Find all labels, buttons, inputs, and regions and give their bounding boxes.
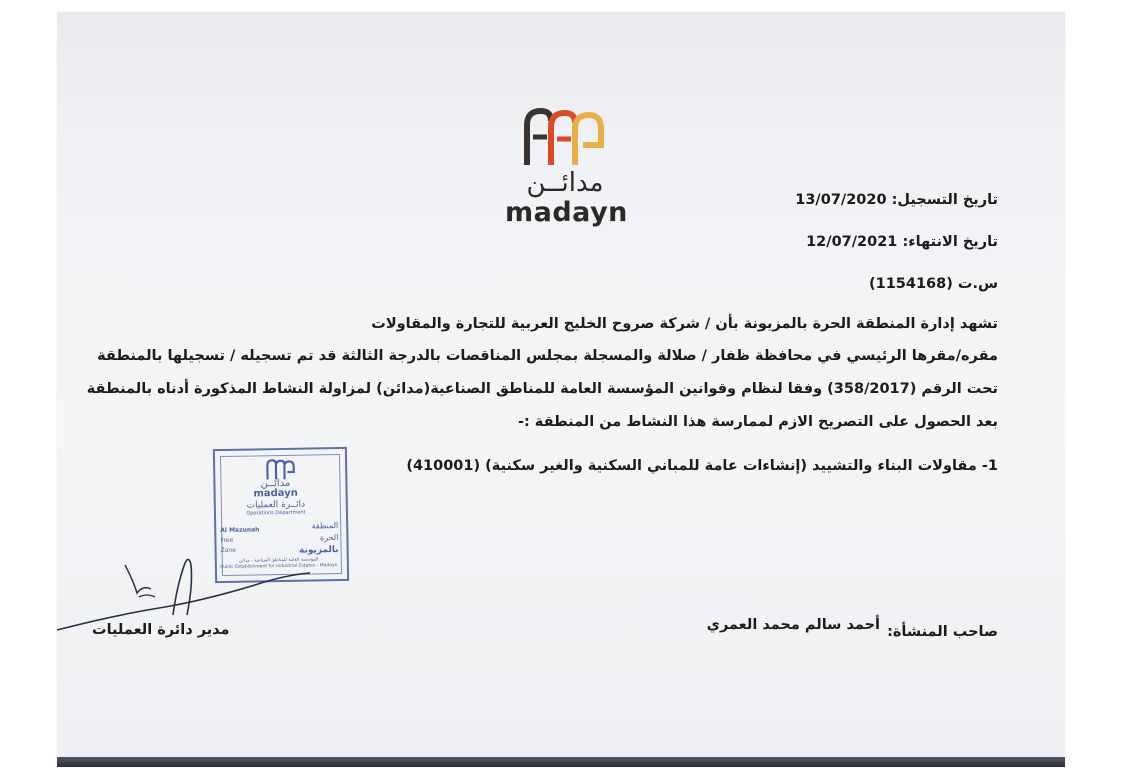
owner-label: صاحب المنشأة: xyxy=(887,624,998,640)
activity-item: 1- مقاولات البناء والتشييد (إنشاءات عامة للمباني السكنية والغير سكنية) (410001) xyxy=(406,458,998,474)
stamp-zone-en-3: Zone xyxy=(220,546,236,555)
stamp-zone-ar-2: الحرة xyxy=(319,533,339,543)
owner-name: أحمد سالم محمد العمري xyxy=(706,617,880,633)
manager-signature xyxy=(55,545,315,645)
stamp-zone-ar-1: المنطقة xyxy=(311,521,339,531)
logo-english-text: madayn xyxy=(505,197,628,228)
stamp-zone-ar-3: بالمزيونة xyxy=(298,545,339,556)
certificate-line-2: مقره/مقرها الرئيسي في محافظة ظفار / صلالة والمسجلة بمجلس المناقصات بالدرجة الثالثة قد تم تسجيله / تسجيلها بالمنطقة xyxy=(97,348,998,364)
certificate-line-4: بعد الحصول على التصريح الازم لممارسة هذا النشاط من المنطقة :- xyxy=(517,414,998,430)
logo-arabic-text: مدائــن xyxy=(526,168,604,198)
stamp-english-name: madayn xyxy=(253,487,298,500)
madayn-logo xyxy=(505,105,628,235)
expiry-date: تاريخ الانتهاء: 12/07/2021 xyxy=(806,234,998,250)
stamp-department-en: Operations Department xyxy=(246,509,306,517)
stamp-department-ar: دائــرة العمليات xyxy=(246,499,306,511)
certificate-line-1: تشهد إدارة المنطقة الحرة بالمزيونة بأن / شركة صروح الخليج العربية للتجارة والمقاولات xyxy=(371,316,998,332)
operations-manager-title: مدير دائرة العمليات xyxy=(92,622,230,638)
certificate-line-3: تحت الرقم (358/2017) وفقا لنظام وقوانين المؤسسة العامة للمناطق الصناعية(مدائن) لمزاولة النشاط المذكورة أدناه بالمنطقة xyxy=(86,381,998,397)
registration-date: تاريخ التسجيل: 13/07/2020 xyxy=(795,192,998,208)
cr-number: س.ت (1154168) xyxy=(868,276,998,292)
desk-edge xyxy=(57,757,1065,767)
stamp-footer-ar: المؤسسة العامة للمناطق الصناعية - مدائن xyxy=(239,557,319,564)
stamp-zone-en-1: Al Mazunah xyxy=(220,526,260,535)
madayn-logo-mark xyxy=(521,105,605,167)
stamp-zone-en-2: Free xyxy=(220,536,234,545)
stamp-arabic-name: مدائــن xyxy=(260,477,291,490)
stamp-footer-en: Public Establishment for Industrial Estates - Madayn xyxy=(220,563,338,571)
